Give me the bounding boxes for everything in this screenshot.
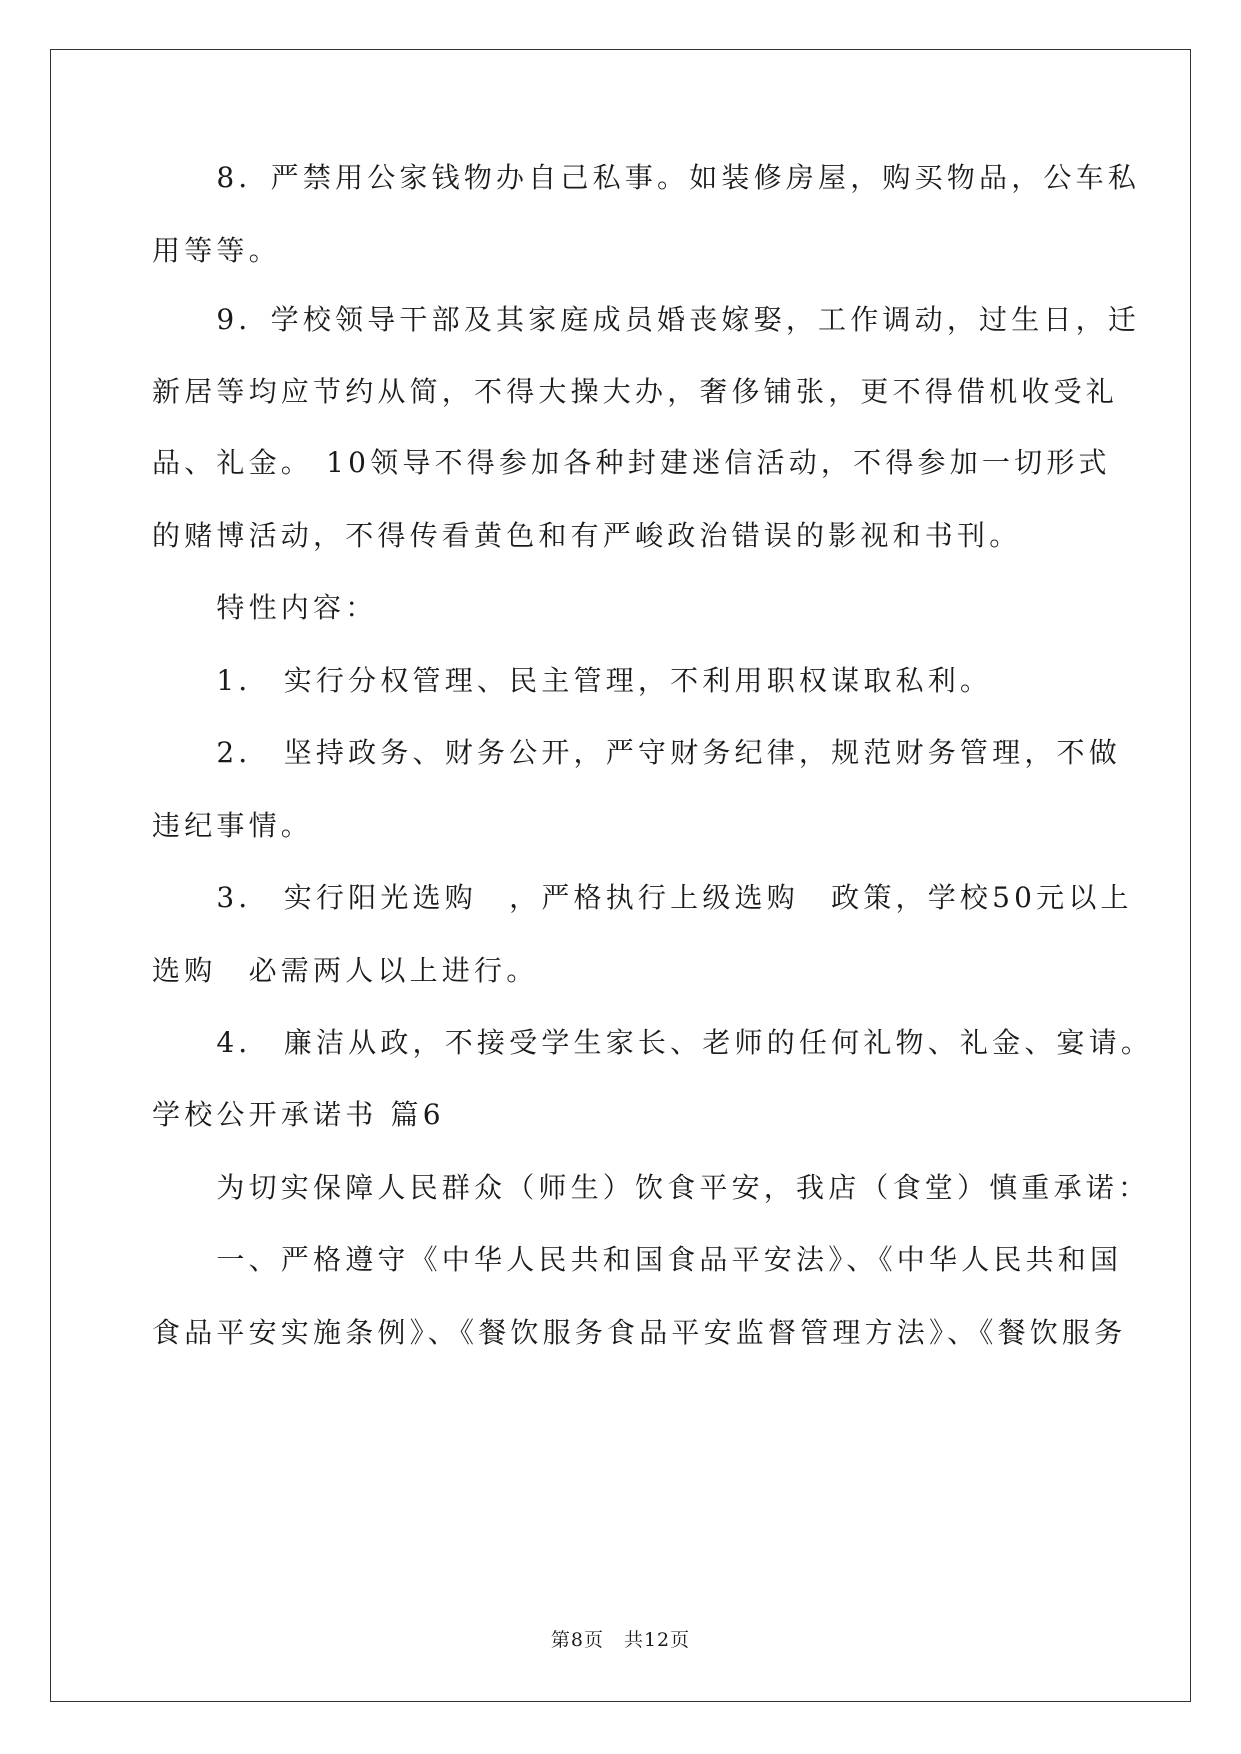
section-title: 学校公开承诺书 篇6 [152,1098,445,1131]
text-line: 2． 坚持政务、财务公开，严守财务纪律，规范财务管理，不做 [152,736,1121,769]
text-line: 新居等均应节约从简，不得大操大办，奢侈铺张，更不得借机收受礼 [152,375,1119,408]
text-line: 3． 实行阳光选购 ，严格执行上级选购 政策，学校50元以上 [152,881,1133,914]
text-line: 为切实保障人民群众（师生）饮食平安，我店（食堂）慎重承诺： [152,1171,1151,1204]
page-number: 第8页 共12页 [550,1629,691,1651]
text-line: 8．严禁用公家钱物办自己私事。如装修房屋，购买物品，公车私 [152,161,1141,194]
text-line: 的赌博活动，不得传看黄色和有严峻政治错误的影视和书刊。 [152,519,1022,552]
text-line: 品、礼金。 10领导不得参加各种封建迷信活动，不得参加一切形式 [152,446,1111,479]
page-border [50,49,1191,1702]
text-line: 4． 廉洁从政，不接受学生家长、老师的任何礼物、礼金、宴请。 [152,1026,1154,1059]
text-line: 一、严格遵守《中华人民共和国食品平安法》、《中华人民共和国 [152,1243,1123,1276]
text-line: 用等等。 [152,234,281,267]
text-line: 9．学校领导干部及其家庭成员婚丧嫁娶，工作调动，过生日，迁 [152,303,1141,336]
section-heading: 特性内容： [152,591,378,624]
text-line: 食品平安实施条例》、《餐饮服务食品平安监督管理方法》、《餐饮服务 [152,1316,1127,1349]
text-line: 1． 实行分权管理、民主管理，不利用职权谋取私利。 [152,664,993,697]
text-line: 违纪事情。 [152,809,314,842]
text-line: 选购 必需两人以上进行。 [152,954,539,987]
